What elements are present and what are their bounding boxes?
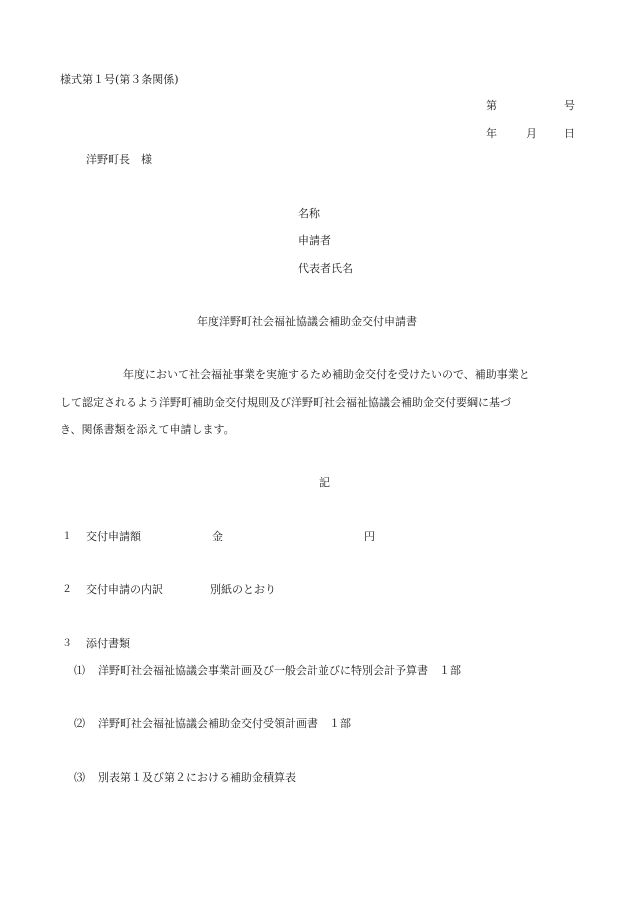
addressee: 洋野町長 様	[86, 153, 152, 166]
date-year: 年	[486, 127, 497, 140]
doc-number-suffix: 号	[564, 99, 575, 112]
item-1-label: 交付申請額	[86, 530, 141, 543]
body-line-2: して認定されるよう洋野町補助金交付規則及び洋野町社会福祉協議会補助金交付要綱に基づ	[60, 396, 511, 409]
doc-number-prefix: 第	[486, 99, 497, 112]
representative-label: 代表者氏名	[298, 262, 353, 275]
item-2-label: 交付申請の内訳	[86, 583, 163, 596]
item-3-number: ３	[62, 638, 72, 649]
body-line-3: き、関係書類を添えて申請します。	[60, 423, 235, 436]
date-day: 日	[564, 127, 575, 140]
ki-heading: 記	[319, 476, 330, 489]
attachment-2-number: ⑵	[74, 717, 85, 730]
applicant-name-label: 名称	[298, 207, 320, 220]
item-2-number: ２	[62, 584, 72, 595]
attachment-1-number: ⑴	[74, 664, 85, 677]
date-month: 月	[526, 127, 537, 140]
attachment-1-text: 洋野町社会福祉協議会事業計画及び一般会計並びに特別会計予算書 １部	[98, 664, 461, 677]
document-title: 年度洋野町社会福祉協議会補助金交付申請書	[197, 315, 417, 328]
attachment-3-number: ⑶	[74, 771, 85, 784]
attachment-3-text: 別表第１及び第２における補助金積算表	[98, 771, 296, 784]
attachment-2-text: 洋野町社会福祉協議会補助金交付受領計画書 １部	[98, 717, 351, 730]
item-2-value: 別紙のとおり	[210, 583, 276, 596]
body-line-1: 年度において社会福祉事業を実施するため補助金交付を受けたいので、補助事業と	[123, 368, 530, 381]
item-3-label: 添付書類	[86, 637, 130, 650]
item-1-number: １	[62, 531, 72, 542]
form-number: 様式第１号(第３条関係)	[60, 73, 179, 86]
applicant-label: 申請者	[298, 234, 331, 247]
item-1-value-suffix: 円	[364, 530, 375, 543]
item-1-value-prefix: 金	[212, 530, 223, 543]
